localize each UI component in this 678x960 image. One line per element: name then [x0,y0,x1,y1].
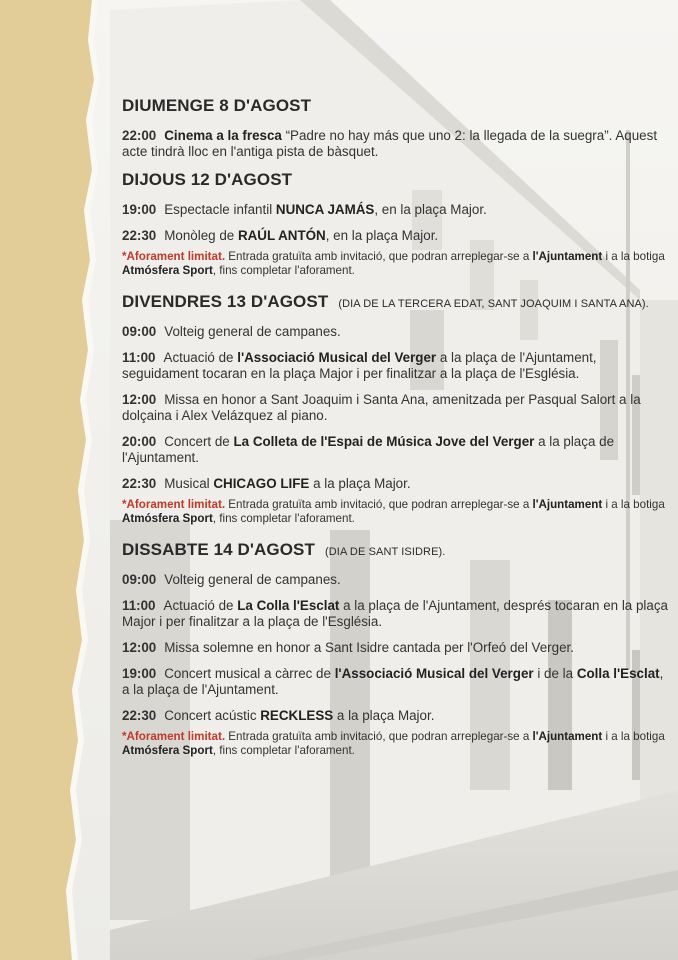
event-item [122,666,672,698]
day-section [122,170,672,278]
notice-text: Entrada gratuïta amb invitació, que podran arreplegar-se a [225,498,533,511]
notice-place: l'Ajuntament [532,250,603,263]
day-section [122,540,672,758]
event-item [122,324,672,340]
event-time: 11:00 [122,598,156,613]
notice-text: Entrada gratuïta amb invitació, que podran arreplegar-se a [225,250,533,263]
day-title-note: (DIA DE SANT ISIDRE). [324,546,446,558]
event-highlight: La Colleta de l'Espai de Música Jove del Verger [233,434,535,449]
event-text: Missa solemne en honor a Sant Isidre cantada per l'Orfeó del Verger. [164,640,574,655]
event-text: , en la plaça Major. [325,228,439,243]
event-text: Volteig general de campanes. [164,324,341,339]
event-highlight: NUNCA JAMÁS [275,202,375,217]
event-text: Concert musical a càrrec de [164,666,335,681]
event-time: 22:00 [122,128,157,143]
event-highlight: La Colla l'Esclat [237,598,340,613]
event-text: , en la plaça Major. [374,202,487,217]
event-text: Volteig general de campanes. [164,572,341,587]
day-title-note: (DIA DE LA TERCERA EDAT, SANT JOAQUIM I SANTA ANA). [338,298,649,310]
limited-capacity-notice [122,250,672,278]
event-text: Missa en honor a Sant Joaquim i Santa Ana, amenitzada per Pasqual Salort a la dolçaina i Alex Velázquez al piano. [122,392,641,423]
event-item [122,572,672,588]
day-title [122,540,672,560]
event-text: Actuació de [163,598,238,613]
event-item [122,640,672,656]
event-item [122,434,672,466]
day-title [122,292,672,312]
event-highlight: Colla l'Esclat [576,666,660,681]
notice-label: *Aforament limitat. [122,730,226,743]
event-time: 09:00 [122,324,157,339]
notice-place: l'Ajuntament [532,730,603,743]
notice-text: , fins completar l'aforament. [212,744,355,757]
event-highlight: RECKLESS [260,708,334,723]
day-section [122,292,672,526]
day-title [122,170,672,190]
day-section [122,96,672,160]
event-item [122,350,672,382]
notice-place: Atmósfera Sport [122,744,213,757]
event-item [122,392,672,424]
event-item [122,128,672,160]
event-highlight: Cinema a la fresca [164,128,282,143]
limited-capacity-notice [122,730,672,758]
notice-text: i a la botiga [602,498,665,511]
event-time: 12:00 [122,392,157,407]
notice-place: Atmósfera Sport [122,264,213,277]
event-text: , a la plaça de l'Ajuntament. [122,666,664,697]
event-highlight: l'Associació Musical del Verger [237,350,437,365]
day-title-text: DIUMENGE 8 D'AGOST [122,96,312,115]
event-text: i de la [533,666,577,681]
event-time: 09:00 [122,572,157,587]
event-time: 22:30 [122,476,157,491]
event-highlight: RAÚL ANTÓN [237,228,326,243]
event-text: a la plaça Major. [333,708,435,723]
event-item [122,598,672,630]
day-title-text: DIJOUS 12 D'AGOST [122,170,293,189]
event-time: 19:00 [122,202,157,217]
event-item [122,476,672,492]
notice-label: *Aforament limitat. [122,250,226,263]
event-time: 11:00 [122,350,156,365]
event-item [122,708,672,724]
event-text: a la plaça de l'Ajuntament, seguidament tocaran en la plaça Major i per finalitzar a la plaça de l'Església. [122,350,597,381]
event-text: Musical [164,476,214,491]
notice-text: i a la botiga [602,730,665,743]
event-time: 22:30 [122,228,157,243]
event-item [122,202,672,218]
event-text: Monòleg de [164,228,238,243]
event-text: a la plaça Major. [309,476,411,491]
event-text: Concert de [164,434,234,449]
day-title-text: DIVENDRES 13 D'AGOST [122,292,329,311]
event-time: 12:00 [122,640,157,655]
event-highlight: CHICAGO LIFE [213,476,310,491]
event-item [122,228,672,244]
notice-text: , fins completar l'aforament. [212,264,355,277]
notice-text: , fins completar l'aforament. [212,512,355,525]
event-time: 20:00 [122,434,157,449]
event-text: Espectacle infantil [164,202,276,217]
notice-place: Atmósfera Sport [122,512,213,525]
notice-text: Entrada gratuïta amb invitació, que podran arreplegar-se a [225,730,533,743]
event-text: Concert acústic [164,708,261,723]
day-title-text: DISSABTE 14 D'AGOST [122,540,315,559]
program-content [122,96,672,772]
limited-capacity-notice [122,498,672,526]
event-text: a la plaça de l'Ajuntament. [122,434,615,465]
event-text: “Padre no hay más que uno 2: la llegada de la suegra”. Aquest acte tindrà lloc en l'antiga pista de bàsquet. [122,128,658,159]
event-time: 19:00 [122,666,157,681]
event-time: 22:30 [122,708,157,723]
notice-label: *Aforament limitat. [122,498,226,511]
day-title [122,96,672,116]
event-highlight: l'Associació Musical del Verger [334,666,534,681]
notice-place: l'Ajuntament [532,498,603,511]
event-text: a la plaça de l'Ajuntament, després tocaran en la plaça Major i per finalitzar a la plaça de l'Església. [122,598,668,629]
notice-text: i a la botiga [602,250,665,263]
event-text: Actuació de [163,350,238,365]
